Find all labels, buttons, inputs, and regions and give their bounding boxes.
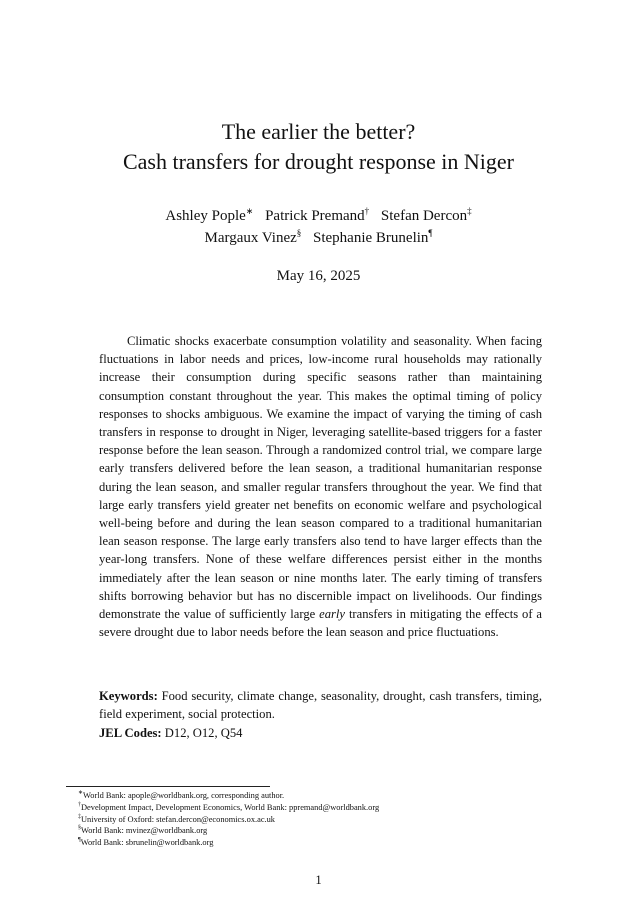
author-name: Patrick Premand† — [265, 206, 370, 224]
author-line-1 — [0, 205, 637, 227]
title-line-2: Cash transfers for drought response in Niger — [122, 149, 514, 174]
abstract-text-end: transfers in mitigating the effects of a severe drought due to labor needs before the lean season and price fluctuations. — [99, 607, 543, 640]
keywords-text: Food security, climate change, seasonality, drought, cash transfers, timing, field experiment, social protection. — [99, 689, 542, 722]
footnote: †Development Impact, Development Economics, World Bank: ppremand@worldbank.org — [78, 802, 380, 812]
title-line-1: The earlier the better? — [221, 119, 416, 144]
page-number: 1 — [315, 873, 322, 887]
author-name: Ashley Pople∗ — [165, 206, 254, 224]
keywords — [99, 687, 542, 723]
footnote-rule — [66, 786, 270, 787]
author-name: Stefan Dercon‡ — [380, 206, 472, 224]
abstract-text: Climatic shocks exacerbate consumption volatility and seasonality. When facing fluctuations in labor needs and prices, low-income rural households may rationally increase their consumption during specific seasons rather than maintaining consumption constant throughout the year. This makes the optimal timing of policy responses to shocks ambiguous. We examine the impact of varying the timing of cash transfers in response to drought in Niger, leveraging satellite-based triggers for a faster response before the lean season. Through a randomized control trial, we compare large early transfers delivered before the lean season, a traditional humanitarian response during the lean season, and smaller regular transfers throughout the year. We find that large early transfers yield greater net benefits on economic welfare and psychological well-being before and during the lean season compared to a traditional humanitarian lean season response. The large early transfers also tend to have larger effects than the year-long transfers. None of these welfare differences persist either in the months immediately after the lean season or nine months later. The early timing of transfers shifts borrowing behavior but has no discernible impact on livelihoods. Our findings demonstrate the value of sufficiently large — [99, 334, 542, 622]
footnotes — [78, 790, 379, 849]
author-list — [0, 205, 637, 249]
author-line-2 — [0, 227, 637, 249]
publication-date: May 16, 2025 — [276, 268, 361, 284]
abstract — [99, 332, 542, 641]
footnote: ‡University of Oxford: stefan.dercon@economics.ox.ac.uk — [78, 813, 275, 824]
author-name: Stephanie Brunelin¶ — [313, 228, 433, 246]
author-name: Margaux Vinez§ — [204, 228, 302, 246]
keywords-label: Keywords: — [99, 689, 158, 703]
footnote: ∗World Bank: apople@worldbank.org, corresponding author. — [78, 790, 285, 800]
footnote: ¶World Bank: sbrunelin@worldbank.org — [78, 837, 214, 848]
jel-text: D12, O12, Q54 — [164, 726, 243, 740]
jel-label: JEL Codes: — [99, 726, 162, 740]
paper-title — [0, 117, 637, 177]
jel-codes — [99, 724, 542, 742]
footnote: §World Bank: mvinez@worldbank.org — [78, 825, 208, 836]
abstract-emphasis: early — [319, 607, 346, 622]
